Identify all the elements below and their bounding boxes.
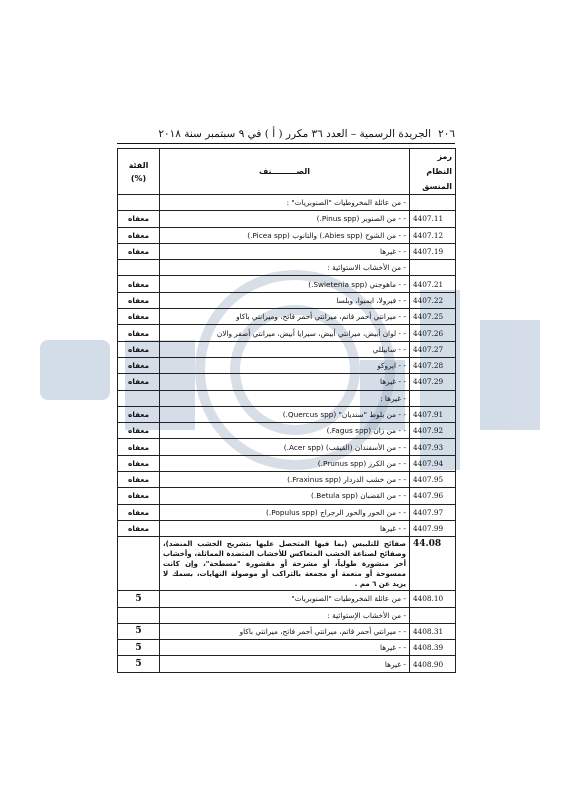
cell-rate: 5 <box>118 591 160 607</box>
cell-description: - من عائلة المخروطيات "الصنوبريات" : <box>160 195 410 211</box>
cell-code: 4407.93 <box>410 439 456 455</box>
table-row <box>118 504 456 520</box>
cell-code: 4407.27 <box>410 341 456 357</box>
column-header-code: رمز النظام المنسق <box>410 149 456 195</box>
table-header-row <box>118 149 456 195</box>
cell-code: 4407.29 <box>410 374 456 390</box>
cell-description: - - من الحور والحور الرجراج (Populus spp.) <box>160 504 410 520</box>
cell-description: - غيرها <box>160 656 410 672</box>
cell-code: 4407.92 <box>410 423 456 439</box>
table-row <box>118 640 456 656</box>
cell-code <box>410 260 456 276</box>
cell-code: 4408.39 <box>410 640 456 656</box>
cell-description: - - غيرها <box>160 374 410 390</box>
cell-code: 4407.26 <box>410 325 456 341</box>
cell-description: - - من زان (Fagus spp.) <box>160 423 410 439</box>
cell-code: 4407.91 <box>410 406 456 422</box>
heading-rate <box>118 537 160 591</box>
table-row <box>118 292 456 308</box>
cell-rate <box>118 390 160 406</box>
cell-code: 4407.12 <box>410 227 456 243</box>
cell-description: - - ميرانتي أحمر قاتم، ميرانتي أحمر فاتح، وميرانتي باكاو <box>160 309 410 325</box>
cell-rate: معفاه <box>118 472 160 488</box>
cell-description: - من الأخشاب الاستوائية : <box>160 260 410 276</box>
table-row <box>118 406 456 422</box>
cell-rate: معفاه <box>118 341 160 357</box>
cell-description: - - لوان أبيض، ميرانتي أبيض، سيرايا أبيض، ميرانتي أصفر والان <box>160 325 410 341</box>
cell-description: - - من الصنوبر (Pinus spp.) <box>160 211 410 227</box>
cell-rate: معفاه <box>118 455 160 471</box>
column-header-description: الصـــــــــنف <box>160 149 410 195</box>
table-row <box>118 227 456 243</box>
page-number: ٢٠٦ <box>438 128 455 140</box>
cell-rate: معفاه <box>118 423 160 439</box>
table-row <box>118 390 456 406</box>
column-header-rate: الفئة (%) <box>118 149 160 195</box>
cell-rate: معفاه <box>118 309 160 325</box>
cell-rate: معفاه <box>118 488 160 504</box>
cell-rate: معفاه <box>118 520 160 536</box>
table-row <box>118 243 456 259</box>
cell-rate: 5 <box>118 623 160 639</box>
cell-code: 4407.97 <box>410 504 456 520</box>
cell-description: - - من القضبان (Betula spp.) <box>160 488 410 504</box>
cell-rate: معفاه <box>118 211 160 227</box>
cell-rate: معفاه <box>118 504 160 520</box>
cell-rate <box>118 607 160 623</box>
cell-rate: معفاه <box>118 406 160 422</box>
heading-code: 44.08 <box>410 537 456 591</box>
cell-code: 4407.25 <box>410 309 456 325</box>
cell-description: - - ماهوجني (Swietenia spp.) <box>160 276 410 292</box>
table-row <box>118 607 456 623</box>
cell-description: - - من الكرز (Prunus spp.) <box>160 455 410 471</box>
cell-description: - - ايروكو <box>160 357 410 373</box>
cell-description: - - من الأسفندان (القيقب) (Acer spp.) <box>160 439 410 455</box>
cell-description: - - فيرولا، ايمبوا، وبلسا <box>160 292 410 308</box>
table-row <box>118 439 456 455</box>
table-row <box>118 357 456 373</box>
cell-rate: معفاه <box>118 374 160 390</box>
header-title: الجريدة الرسمية – العدد ٣٦ مكرر ( أ ) في ٩ سبتمبر سنة ٢٠١٨ <box>158 128 431 140</box>
table-row <box>118 488 456 504</box>
cell-code <box>410 195 456 211</box>
cell-description: - - من خشب الدردار (Fraxinus spp.) <box>160 472 410 488</box>
cell-description: - - غيرها <box>160 640 410 656</box>
cell-rate: معفاه <box>118 276 160 292</box>
cell-rate: 5 <box>118 640 160 656</box>
table-row <box>118 325 456 341</box>
table-row <box>118 423 456 439</box>
cell-code: 4407.11 <box>410 211 456 227</box>
table-row <box>118 520 456 536</box>
cell-code: 4407.22 <box>410 292 456 308</box>
header-rule <box>117 143 455 144</box>
cell-rate: 5 <box>118 656 160 672</box>
table-body-4407 <box>118 195 456 537</box>
cell-rate: معفاه <box>118 227 160 243</box>
cell-description: - - غيرها <box>160 520 410 536</box>
table-body-4408 <box>118 591 456 672</box>
table-row <box>118 656 456 672</box>
table-row <box>118 195 456 211</box>
cell-description: - - سابيللي <box>160 341 410 357</box>
page-header <box>117 128 455 144</box>
cell-description: - - غيرها <box>160 243 410 259</box>
tariff-table <box>117 148 456 673</box>
heading-description: صفائح للتلبيس (بما فيها المتحصل عليها بتشريح الخشب المنضد)، وصفائح لصناعة الخشب المتعاكس للأخشاب المتضدة المماثلة، وأخشاب أخر منشورة طولياً، أو مشرحة أو مقشورة "مسطحة"، وإن كانت ممسوحة أو منعمة أو مجمعة بالتراكب أو موصولة النهايات، بسمك لا يزيد عن ٦ مم . <box>160 537 410 591</box>
cell-description: - - من الشوح (Abies spp.) والتانوب (Picea spp.) <box>160 227 410 243</box>
cell-description: - من عائلة المخروطيات "الصنوبريات" <box>160 591 410 607</box>
table-row <box>118 309 456 325</box>
table-row <box>118 260 456 276</box>
cell-rate: معفاه <box>118 357 160 373</box>
table-row <box>118 623 456 639</box>
cell-code: 4407.99 <box>410 520 456 536</box>
table-row <box>118 591 456 607</box>
cell-description: - غيرها : <box>160 390 410 406</box>
cell-code: 4407.94 <box>410 455 456 471</box>
cell-code: 4408.90 <box>410 656 456 672</box>
cell-description: - - من بلوط "سنديان" (Quercus spp.) <box>160 406 410 422</box>
cell-code <box>410 607 456 623</box>
cell-rate: معفاه <box>118 325 160 341</box>
cell-description: - - ميرانتي أحمر قاتم، ميرانتي أحمر فاتح، ميرانتي باكاو <box>160 623 410 639</box>
table-row <box>118 211 456 227</box>
cell-rate: معفاه <box>118 439 160 455</box>
cell-rate: معفاه <box>118 243 160 259</box>
table-row <box>118 276 456 292</box>
cell-description: - من الأخشاب الإستوائية : <box>160 607 410 623</box>
cell-code: 4407.21 <box>410 276 456 292</box>
table-row <box>118 472 456 488</box>
cell-code: 4408.10 <box>410 591 456 607</box>
cell-code: 4407.28 <box>410 357 456 373</box>
table-row <box>118 341 456 357</box>
cell-code <box>410 390 456 406</box>
table-row <box>118 455 456 471</box>
cell-code: 4407.95 <box>410 472 456 488</box>
cell-code: 4407.96 <box>410 488 456 504</box>
cell-code: 4407.19 <box>410 243 456 259</box>
cell-code: 4408.31 <box>410 623 456 639</box>
cell-rate <box>118 195 160 211</box>
cell-rate <box>118 260 160 276</box>
table-row <box>118 374 456 390</box>
heading-row <box>118 537 456 591</box>
cell-rate: معفاه <box>118 292 160 308</box>
